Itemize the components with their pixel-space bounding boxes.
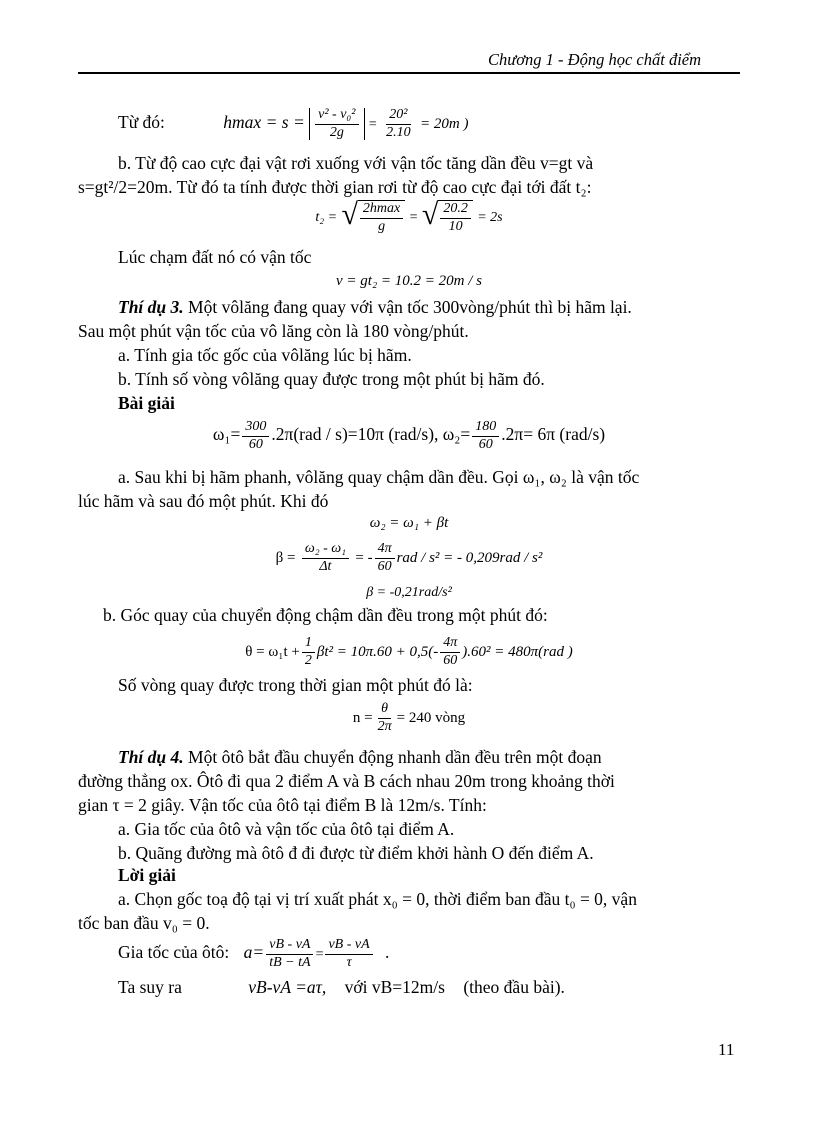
frac-num: 4π bbox=[440, 636, 460, 653]
frac-num: 1 bbox=[302, 636, 315, 653]
frac-den: 2g bbox=[329, 124, 344, 140]
sqrt: √ $\frac{2hmax}{g}$ bbox=[341, 200, 405, 234]
para-line: gian τ = 2 giây. Vận tốc của ôtô tại điểm B là 12m/s. Tính: bbox=[78, 795, 487, 815]
frac-num: θ bbox=[378, 702, 391, 719]
frac-num: 2hmax bbox=[360, 202, 403, 219]
given-vb: với vB=12m/s bbox=[344, 977, 445, 997]
omega-end: .2π= 6π (rad/s) bbox=[501, 424, 606, 445]
frac bbox=[325, 938, 372, 970]
n-lhs: n = bbox=[352, 710, 373, 727]
beta-rhs: rad / s² = - 0,209rad / s² bbox=[396, 550, 543, 567]
frac-velocity bbox=[315, 108, 358, 140]
question-a: a. Tính gia tốc gốc của vôlăng lúc bị hãm. bbox=[118, 345, 412, 365]
question-b: b. Tính số vòng vôlăng quay được trong một phút bị hãm đó. bbox=[118, 369, 545, 389]
beta-mid: = - bbox=[355, 550, 373, 567]
acceleration-line bbox=[118, 938, 389, 970]
solution-title: Bài giải bbox=[118, 393, 175, 413]
para-line: Sau một phút vận tốc của vô lăng còn là 180 vòng/phút. bbox=[78, 321, 469, 341]
frac bbox=[440, 636, 460, 668]
frac-den: 2π bbox=[377, 718, 392, 734]
omega1-lhs: ω₁= bbox=[212, 424, 241, 445]
n-rhs: = 240 vòng bbox=[396, 710, 466, 727]
example-4-line bbox=[118, 746, 602, 768]
frac-num: 180 bbox=[472, 420, 499, 437]
para-line: b. Góc quay của chuyển động chậm dần đều trong một phút đó: bbox=[103, 605, 548, 625]
example-3-label: Thí dụ 3. bbox=[118, 297, 184, 317]
frac bbox=[266, 938, 313, 970]
frac-numeric bbox=[383, 108, 414, 140]
abs-value bbox=[309, 108, 364, 140]
h-max-lhs: hmax = s = bbox=[223, 112, 305, 133]
a-lhs: a= bbox=[243, 942, 265, 963]
acceleration-label: Gia tốc của ôtô: bbox=[118, 942, 230, 963]
frac-num: v² - v₀² bbox=[315, 108, 358, 125]
frac-den: 60 bbox=[443, 652, 458, 668]
frac bbox=[472, 420, 499, 452]
frac-num: ω₂ - ω₁ bbox=[302, 542, 349, 559]
sqrt: √ $\frac{20.2}{10}$ bbox=[422, 200, 473, 234]
frac-den: Δt bbox=[319, 558, 332, 574]
beta-lhs: β = bbox=[275, 550, 296, 567]
theta-lhs: θ = ω₁t + bbox=[245, 644, 300, 661]
para-line: s=gt²/2=20m. Từ đó ta tính được thời gian rơi từ độ cao cực đại tới đất t₂: bbox=[78, 177, 592, 197]
page-number: 11 bbox=[718, 1040, 735, 1059]
formula-beta bbox=[78, 542, 740, 574]
para-line: Lúc chạm đất nó có vận tốc bbox=[118, 247, 312, 267]
para-line: b. Từ độ cao cực đại vật rơi xuống với vận tốc tăng dần đều v=gt và bbox=[118, 153, 594, 173]
example-4-text: Một ôtô bắt đầu chuyển động nhanh dần đều trên một đoạn bbox=[183, 747, 602, 767]
frac-den: 60 bbox=[478, 436, 493, 452]
h-max-result: = 20m ) bbox=[420, 116, 469, 133]
period: . bbox=[385, 942, 390, 963]
formula-omega bbox=[78, 420, 740, 452]
formula-rhs: = 2s bbox=[477, 210, 503, 226]
para-line: a. Sau khi bị hãm phanh, vôlăng quay chậm dần đều. Gọi ω₁, ω₂ là vận tốc bbox=[118, 467, 640, 487]
frac-num: vB - vA bbox=[325, 938, 372, 955]
example-3-line bbox=[118, 296, 632, 318]
frac bbox=[375, 702, 395, 734]
frac bbox=[302, 636, 315, 668]
example-3-text: Một vôlăng đang quay với vận tốc 300vòng/phút thì bị hãm lại. bbox=[183, 297, 632, 317]
theta-mid: βt² = 10π.60 + 0,5(- bbox=[316, 644, 439, 661]
formula-theta bbox=[78, 636, 740, 668]
equals: = bbox=[315, 947, 324, 963]
deduce-label: Ta suy ra bbox=[118, 977, 182, 997]
equals: = bbox=[409, 210, 418, 226]
frac-num: 300 bbox=[242, 420, 269, 437]
question-b: b. Quãng đường mà ôtô đ đi được từ điểm khởi hành O đến điểm A. bbox=[118, 843, 594, 863]
para-line: đường thẳng ox. Ôtô đi qua 2 điểm A và B cách nhau 20m trong khoảng thời bbox=[78, 771, 615, 791]
page-header: Chương 1 - Động học chất điểm bbox=[488, 50, 702, 69]
frac bbox=[302, 542, 349, 574]
para-line: Số vòng quay được trong thời gian một phút đó là: bbox=[118, 675, 473, 695]
para-line: tốc ban đầu v₀ = 0. bbox=[78, 913, 210, 933]
frac-num: 20² bbox=[386, 108, 410, 125]
frac-den: 10 bbox=[448, 218, 463, 234]
frac-den: 60 bbox=[248, 436, 263, 452]
velocity-difference: vB-vA =aτ, bbox=[248, 977, 327, 997]
frac bbox=[360, 202, 403, 234]
example-4-label: Thí dụ 4. bbox=[118, 747, 184, 767]
frac bbox=[375, 542, 395, 574]
formula-t2 bbox=[78, 200, 740, 234]
theta-rhs: ).60² = 480π(rad ) bbox=[462, 644, 573, 661]
from-that-label: Từ đó: bbox=[118, 112, 165, 133]
frac-num: vB - vA bbox=[266, 938, 313, 955]
frac bbox=[242, 420, 269, 452]
frac-den: 2 bbox=[304, 652, 312, 668]
solution-title: Lời giải bbox=[118, 865, 176, 885]
frac-den: tB − tA bbox=[269, 954, 311, 970]
question-a: a. Gia tốc của ôtô và vận tốc của ôtô tại điểm A. bbox=[118, 819, 455, 839]
para-line: a. Chọn gốc toạ độ tại vị trí xuất phát x₀ = 0, thời điểm ban đầu t₀ = 0, vận bbox=[118, 889, 637, 909]
frac-num: 20.2 bbox=[440, 202, 471, 219]
formula-n bbox=[78, 702, 740, 734]
omega-mid: .2π(rad / s)=10π (rad/s), ω₂= bbox=[271, 424, 471, 445]
para-line: lúc hãm và sau đó một phút. Khi đó bbox=[78, 491, 329, 511]
given-note: (theo đầu bài). bbox=[463, 977, 565, 997]
formula-omega2: ω₂ = ω₁ + βt bbox=[369, 515, 449, 531]
formula-beta-value: β = -0,21rad/s² bbox=[366, 585, 452, 600]
frac-den: 2.10 bbox=[386, 124, 411, 140]
h-max-line bbox=[118, 108, 468, 140]
equals: = bbox=[368, 117, 377, 133]
formula-v: v = gt₂ = 10.2 = 20m / s bbox=[336, 273, 482, 289]
frac-num: 4π bbox=[375, 542, 395, 559]
frac bbox=[440, 202, 471, 234]
frac-den: τ bbox=[346, 954, 352, 970]
deduce-line bbox=[118, 976, 565, 998]
header-rule bbox=[78, 72, 740, 74]
formula-lhs: t₂ = bbox=[315, 210, 338, 226]
frac-den: 60 bbox=[377, 558, 392, 574]
frac-den: g bbox=[378, 218, 386, 234]
